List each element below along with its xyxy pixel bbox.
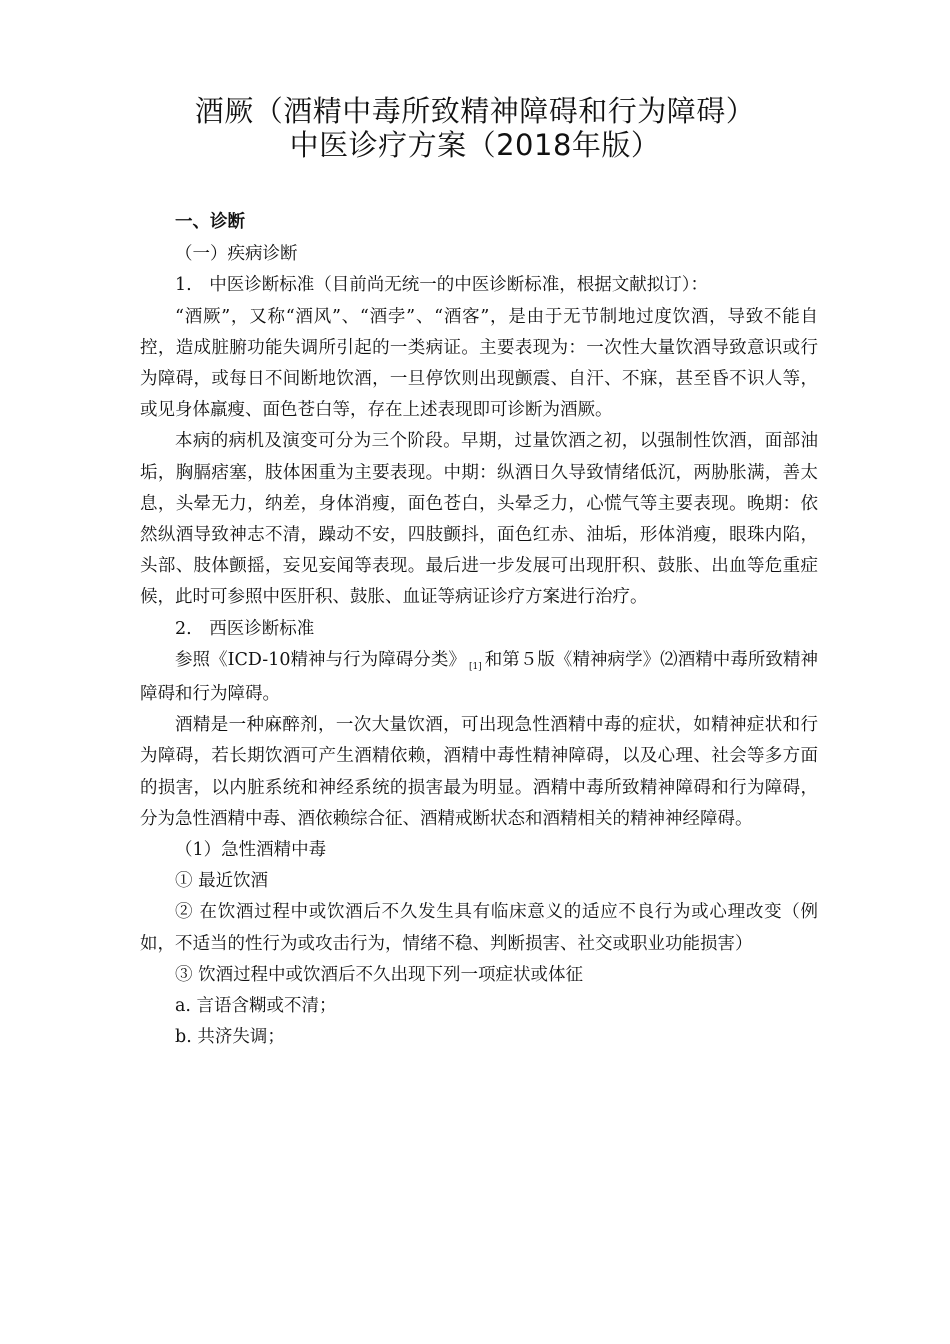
reference-mark: [1] bbox=[468, 661, 482, 672]
sign-b: b. 共济失调； bbox=[175, 1027, 285, 1048]
criterion-1: ① 最近饮酒 bbox=[175, 871, 269, 892]
paragraph-reference bbox=[140, 645, 818, 710]
reference-text-a: 参照《ICD-10精神与行为障碍分类》 bbox=[175, 649, 466, 670]
heading-acute-intoxication: （1）急性酒精中毒 bbox=[175, 840, 327, 861]
sign-a: a. 言语含糊或不清； bbox=[175, 996, 337, 1017]
paragraph-stages: 本病的病机及演变可分为三个阶段。早期，过量饮酒之初，以强制性饮酒，面部油垢，胸膈痞塞，肢体困重为主要表现。中期：纵酒日久导致情绪低沉，两胁胀满，善太息，头晕无力，纳差，身体消瘦，面色苍白，头晕乏力，心慌气等主要表现。晚期：依然纵酒导致神志不清，躁动不安，四肢颤抖，面色红赤、油垢，形体消瘦，眼珠内陷，头部、肢体颤摇，妄见妄闻等表现。最后进一步发展可出现肝积、鼓胀、出血等危重症候，此时可参照中医肝积、鼓胀、血证等病证诊疗方案进行治疗。 bbox=[140, 431, 818, 608]
item-western-criteria: 2. 西医诊断标准 bbox=[175, 618, 315, 639]
criterion-2: ② 在饮酒过程中或饮酒后不久发生具有临床意义的适应不良行为或心理改变（例如，不适当的性行为或攻击行为，情绪不稳、判断损害、社交或职业功能损害） bbox=[140, 902, 818, 954]
paragraph-definition: “酒厥”，又称“酒风”、“酒孛”、“酒客”，是由于无节制地过度饮酒，导致不能自控，造成脏腑功能失调所引起的一类病证。主要表现为：一次性大量饮酒导致意识或行为障碍，或每日不间断地饮酒，一旦停饮则出现颤震、自汗、不寐，甚至昏不识人等，或见身体羸瘦、面色苍白等，存在上述表现即可诊断为酒厥。 bbox=[140, 306, 818, 421]
subsection-heading-disease-diagnosis: （一）疾病诊断 bbox=[175, 244, 298, 265]
document-body bbox=[140, 207, 818, 1053]
reference-text-b: 和第５版《精神病学》⑵酒精中毒所致精神障碍和行为障碍。 bbox=[140, 649, 818, 705]
item-tcm-criteria: 1. 中医诊断标准（目前尚无统一的中医诊断标准，根据文献拟订）： bbox=[175, 275, 708, 296]
criterion-3: ③ 饮酒过程中或饮酒后不久出现下列一项症状或体征 bbox=[175, 964, 584, 985]
document-title-line-2: 中医诊疗方案（2018年版） bbox=[289, 128, 661, 162]
paragraph-alcohol: 酒精是一种麻醉剂，一次大量饮酒，可出现急性酒精中毒的症状，如精神症状和行为障碍，若长期饮酒可产生酒精依赖，酒精中毒性精神障碍，以及心理、社会等多方面的损害，以内脏系统和神经系统的损害最为明显。酒精中毒所致精神障碍和行为障碍，分为急性酒精中毒、酒依赖综合征、酒精戒断状态和酒精相关的精神神经障碍。 bbox=[140, 715, 818, 829]
section-heading-diagnosis: 一、诊断 bbox=[175, 212, 245, 232]
document-title-line-1: 酒厥（酒精中毒所致精神障碍和行为障碍） bbox=[194, 94, 756, 128]
